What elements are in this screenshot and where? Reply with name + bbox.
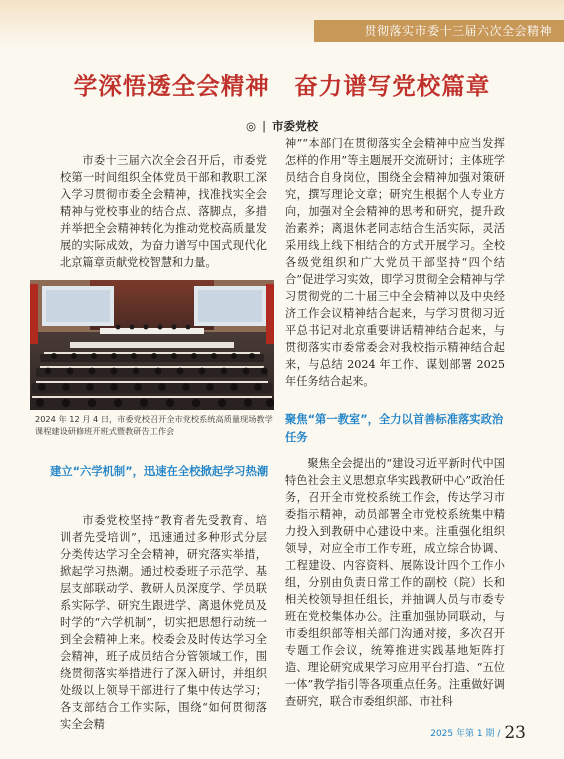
article-title: 学深悟透全会精神 奋力谱写党校篇章	[73, 72, 491, 100]
conference-photo-image	[30, 280, 274, 410]
conference-photo	[30, 280, 274, 410]
byline-author: 市委党校	[271, 119, 318, 133]
byline-separator: |	[262, 119, 266, 133]
continued-paragraph: 神”“本部门在贯彻落实全会精神中应当发挥怎样的作用”等主题展开交流研讨；主体班学员结合自身岗位，围绕全会精神加强对策研究，撰写理论文章；研究生根据个人专业方向，加强对全会精神的思考和研究，提升政治素养；离退休老同志结合生活实际，灵活采用线上线下相结合的方式开展学习。全校各级党组织和广大党员干部坚持“四个结合”促进学习实效，即学习贯彻全会精神与学习贯彻党的二十届三中全会精神以及中央经济工作会议精神结合起来，与学习贯彻习近平总书记对北京重要讲话精神结合起来，与贯彻落实市委常委会对我校指示精神结合起来，与总结 2024 年工作、谋划部署 2025 年任务结合起来。	[285, 137, 505, 388]
footer-separator: /	[497, 729, 501, 739]
section-body-first-classroom	[285, 455, 505, 710]
section-heading-first-classroom: 聚焦“第一教室”，全力以首善标准落实政治任务	[285, 413, 504, 444]
body-paragraph: 聚焦全会提出的“建设习近平新时代中国特色社会主义思想京华实践教研中心”政治任务，召开全市党校系统工作会，传达学习市委指示精神，动员部署全市党校系统集中精力投入到教研中心建设中来。注重强化组织领导，对应全市工作专班，成立综合协调、工程建设、内容资料、展陈设计四个工作小组，分别由负责日常工作的副校（院）长和相关校领导担任组长，并抽调人员与市委专班在党校集体办公。注重加强协同联动，与市委组织部等相关部门沟通对接，多次召开专题工作会议，统筹推进实践基地矩阵打造、理论研究成果学习应用平台打造、“五位一体”教学指引等各项重点任务。注重做好调查研究，联合市委组织部、市社科	[285, 457, 505, 708]
intro-paragraph: 市委十三届六次全会召开后，市委党校第一时间组织全体党员干部和教职工深入学习贯彻市委全会精神，找准找实全会精神与党校事业的结合点、落脚点，多措并举把全会精神转化为推动党校高质量发展的实际成效，为奋力谱写中国式现代化北京篇章贡献党校智慧和力量。	[60, 154, 267, 269]
byline	[0, 118, 564, 134]
byline-icon: ◎	[246, 119, 257, 133]
page-footer	[430, 723, 526, 743]
body-paragraph: 市委党校坚持“教育者先受教育、培训者先受培训”，迅速通过多种形式分层分类传达学习全会精神，研究落实举措，掀起学习热潮。通过校委班子示范学、基层支部联动学、教研人员深度学、学员联系实际学、研究生跟进学、离退休党员及时学的“六学机制”，切实把思想行动统一到全会精神上来。校委会及时传达学习全会精神，班子成员结合分管领域工作，围绕贯彻落实举措进行了深入研讨，并组织处级以上领导干部进行了集中传达学习；各支部结合工作实际，围绕“如何贯彻落实全会精	[60, 514, 267, 731]
section-heading-six-learning: 建立“六学机制”，迅速在全校掀起学习热潮	[50, 465, 269, 478]
photo-caption: 2024 年 12 月 4 日，市委党校召开全市党校系统高质量现场教学课程建设研修班开班式暨教研告工作会	[35, 414, 273, 436]
issue-label: 2025 年第 1 期	[430, 729, 495, 739]
page-number: 23	[504, 723, 526, 743]
section-body-six-learning	[60, 512, 267, 733]
right-column	[285, 135, 505, 390]
section-banner-title: 贯彻落实市委十三届六次全会精神	[364, 24, 552, 38]
intro-column	[60, 152, 267, 271]
